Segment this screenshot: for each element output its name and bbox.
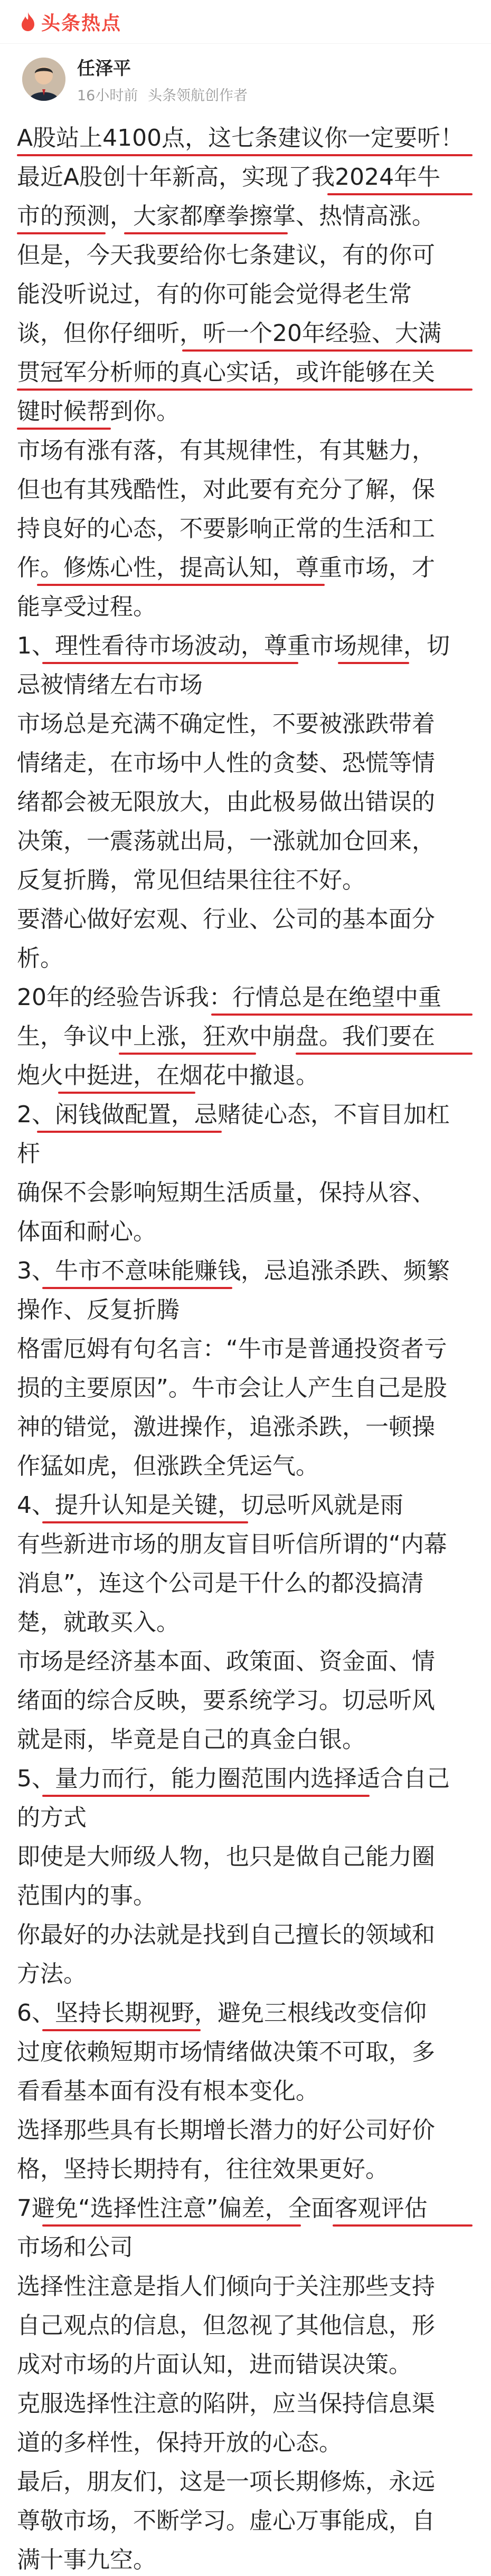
article-line: 绪都会被无限放大，由此极易做出错误的 [17, 789, 435, 816]
article-line: 2、闲钱做配置，忌赌徒心态，不盲目加杠 [17, 1101, 450, 1128]
article-line: 20年的经验告诉我：行情总是在绝望中重 [17, 984, 441, 1011]
article-line: 情绪走，在市场中人性的贪婪、恐慌等情 [17, 750, 435, 776]
article-line: 1、理性看待市场波动，尊重市场规律，切 [17, 632, 450, 659]
article-line: 方法。 [17, 1961, 87, 1987]
red-underline-mark [58, 1092, 195, 1094]
article-line: 操作、反复折腾 [17, 1296, 180, 1323]
article-line: 7避免“选择性注意”偏差，全面客观评估 [17, 2195, 428, 2222]
author-header [0, 44, 491, 102]
article-line: 选择那些具有长期增长潜力的好公司好价 [17, 2117, 435, 2144]
article-line: 尊敬市场，不断学习。虚心万事能成，自 [17, 2507, 435, 2534]
article-line: 成对市场的片面认知，进而错误决策。 [17, 2351, 412, 2378]
article-line: 市场总是充满不确定性，不要被涨跌带着 [17, 711, 435, 737]
article-line: 满十事九空。 [17, 2546, 156, 2573]
article-line: 市场有涨有落，有其规律性，有其魅力， [17, 437, 435, 464]
article-line: 体面和耐心。 [17, 1218, 156, 1245]
article-line: 楚，就敢买入。 [17, 1609, 180, 1636]
red-underline-mark [37, 1131, 222, 1133]
article-line: 就是雨，毕竟是自己的真金白银。 [17, 1726, 365, 1753]
red-underline-mark [182, 349, 473, 352]
red-underline-mark [17, 232, 106, 234]
article-line: 能没听说过，有的你可能会觉得老生常 [17, 281, 412, 308]
article-line: 4、提升认知是关键，切忌听风就是雨 [17, 1492, 403, 1519]
article-line: 忌被情绪左右市场 [17, 671, 203, 698]
article-line: 确保不会影响短期生活质量，保持从容、 [17, 1179, 435, 1206]
article-line: 但是，今天我要给你七条建议，有的你可 [17, 242, 435, 269]
article-line: 范围内的事。 [17, 1882, 156, 1909]
article-line: 持良好的心态，不要影响正常的生活和工 [17, 515, 435, 542]
red-underline-mark [42, 2224, 301, 2227]
red-underline-mark [17, 428, 111, 430]
article-line: 格，坚持长期持有，往往效果更好。 [17, 2156, 389, 2183]
article-line: 生，争议中上涨，狂欢中崩盘。我们要在 [17, 1023, 435, 1050]
article-line: 贯冠军分析师的真心实话，或许能够在关 [17, 359, 435, 386]
article-line: 但也有其残酷性，对此要有充分了解，保 [17, 476, 435, 503]
article-line: 作猛如虎，但涨跌全凭运气。 [17, 1453, 319, 1480]
article-line: 谈，但你仔细听，听一个20年经验、大满 [17, 320, 441, 347]
article-line: 克服选择性注意的陷阱，应当保持信息渠 [17, 2390, 435, 2417]
article-line: A股站上4100点，这七条建议你一定要听！ [17, 125, 464, 151]
red-underline-mark [296, 1053, 473, 1055]
avatar-image [22, 58, 65, 101]
red-underline-mark [42, 2029, 201, 2031]
red-underline-mark [333, 2224, 473, 2227]
red-underline-mark [42, 1521, 248, 1523]
red-underline-mark [42, 1795, 370, 1797]
red-underline-mark [42, 1287, 232, 1289]
article-line: 道的多样性，保持开放的心态。 [17, 2429, 342, 2456]
article-line: 看看基本面有没有根本变化。 [17, 2078, 319, 2105]
article-line: 自己观点的信息，但忽视了其他信息，形 [17, 2312, 435, 2339]
red-underline-mark [37, 584, 325, 586]
article-line: 要潜心做好宏观、行业、公司的基本面分 [17, 906, 435, 933]
author-role: 头条领航创作者 [147, 88, 248, 104]
article-line: 即使是大师级人物，也只是做自己能力圈 [17, 1843, 435, 1870]
author-avatar[interactable] [22, 58, 65, 101]
article-line: 损的主要原因”。牛市会让人产生自己是股 [17, 1375, 447, 1401]
article-line: 决策，一震荡就出局，一涨就加仓回来， [17, 828, 435, 855]
article-line: 格雷厄姆有句名言：“牛市是普通投资者亏 [17, 1336, 447, 1362]
article-line: 的方式 [17, 1804, 87, 1831]
author-name[interactable]: 任泽平 [77, 58, 131, 79]
red-underline-mark [327, 193, 473, 195]
article-line: 市场和公司 [17, 2234, 133, 2261]
article-line: 3、牛市不意味能赚钱，忌追涨杀跌、频繁 [17, 1257, 450, 1284]
article-line: 6、坚持长期视野，避免三根线改变信仰 [17, 2000, 427, 2026]
red-underline-mark [119, 1053, 256, 1055]
red-underline-mark [42, 662, 298, 664]
article-line: 5、量力而行，能力圈范围内选择适合自己 [17, 1765, 450, 1792]
article-line: 市场是经济基本面、政策面、资金面、情 [17, 1648, 435, 1675]
red-underline-mark [338, 662, 409, 664]
top-bar [0, 0, 491, 44]
article-line: 能享受过程。 [17, 593, 156, 620]
article-line: 市的预测，大家都摩拳擦掌、热情高涨。 [17, 203, 435, 230]
red-underline-mark [211, 1014, 473, 1016]
hot-topics-title[interactable]: 头条热点 [41, 12, 122, 34]
article-line: 过度依赖短期市场情绪做决策不可取，多 [17, 2039, 435, 2066]
article-line: 有些新进市场的朋友盲目听信所谓的“内幕 [17, 1531, 447, 1558]
article-line: 最后，朋友们，这是一项长期修炼，永远 [17, 2468, 435, 2495]
red-underline-mark [17, 389, 473, 391]
article-line: 反复折腾，常见但结果往往不好。 [17, 867, 365, 894]
article-line: 选择性注意是指人们倾向于关注那些支持 [17, 2273, 435, 2300]
article-line: 析。 [17, 945, 63, 972]
red-underline-mark [124, 232, 288, 234]
flame-icon [20, 12, 36, 32]
article-line: 杆 [17, 1140, 40, 1167]
red-underline-mark [17, 154, 473, 156]
article-line: 键时候帮到你。 [17, 398, 180, 425]
article-line: 炮火中挺进，在烟花中撤退。 [17, 1062, 319, 1089]
article-line: 你最好的办法就是找到自己擅长的领域和 [17, 1921, 435, 1948]
post-time: 16小时前 [77, 88, 138, 104]
article-line: 最近A股创十年新高，实现了我2024年牛 [17, 164, 441, 191]
article-line: 神的错觉，激进操作，追涨杀跌，一顿操 [17, 1414, 435, 1441]
article-line: 作。修炼心性，提高认知，尊重市场，才 [17, 554, 435, 581]
article-line: 绪面的综合反映，要系统学习。切忌听风 [17, 1687, 435, 1714]
author-meta [77, 84, 253, 105]
article-line: 消息”，连这个公司是干什么的都没搞清 [17, 1570, 424, 1597]
